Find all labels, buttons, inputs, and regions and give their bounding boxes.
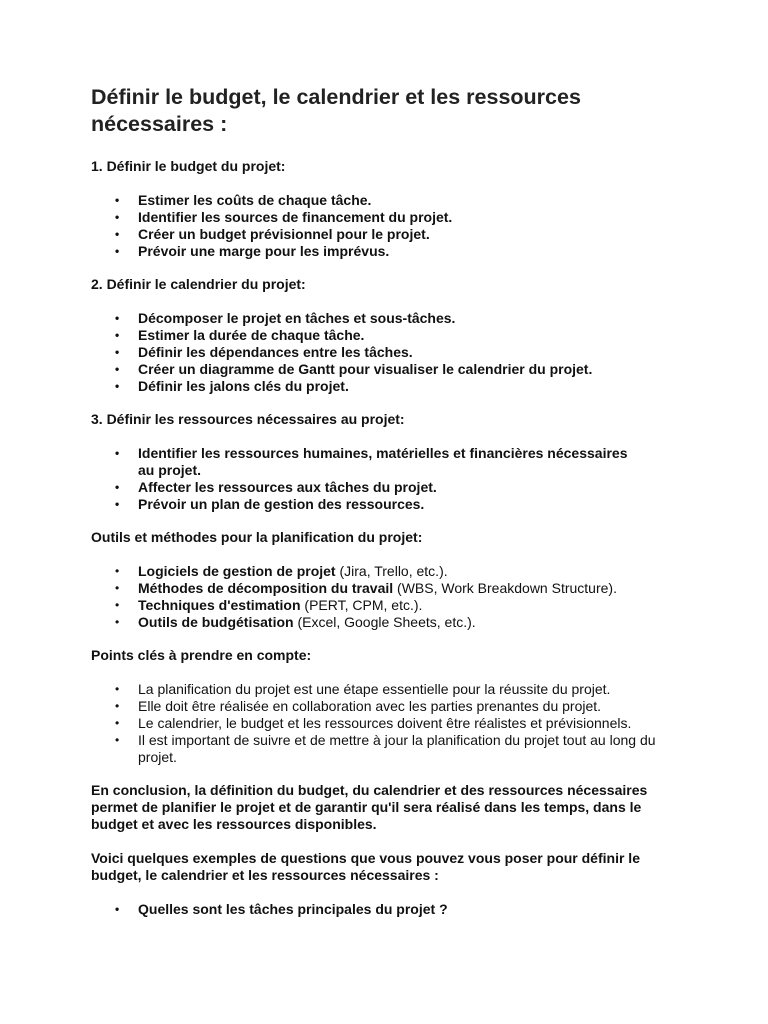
list-item: • La planification du projet est une étape essentielle pour la réussite du projet. — [115, 681, 611, 697]
list-item: • Quelles sont les tâches principales du projet ? — [115, 901, 448, 917]
list-item: • Créer un budget prévisionnel pour le projet. — [115, 226, 430, 242]
section-heading-key-points: Points clés à prendre en compte: — [91, 647, 312, 663]
bullet-icon: • — [115, 210, 120, 224]
bullet-icon: • — [115, 227, 120, 241]
bullet-icon: • — [115, 615, 120, 629]
list-item: • Décomposer le projet en tâches et sous-tâches. — [115, 310, 456, 326]
section-heading-calendar: 2. Définir le calendrier du projet: — [91, 276, 306, 292]
list-item: • Définir les jalons clés du projet. — [115, 378, 349, 394]
bullet-icon: • — [115, 446, 120, 460]
bullet-icon: • — [115, 379, 120, 393]
list-item: • Définir les dépendances entre les tâches. — [115, 344, 413, 360]
list-item: • Identifier les sources de financement du projet. — [115, 209, 453, 225]
bullet-icon: • — [115, 480, 120, 494]
bullet-icon: • — [115, 733, 120, 747]
list-budget — [91, 192, 691, 260]
list-item: • Prévoir un plan de gestion des ressources. — [115, 496, 425, 512]
bullet-icon: • — [115, 345, 120, 359]
bullet-icon: • — [115, 311, 120, 325]
bullet-icon: • — [115, 193, 120, 207]
bullet-icon: • — [115, 564, 120, 578]
bullet-icon: • — [115, 497, 120, 511]
list-item: • Il est important de suivre et de mettre à jour la planification du projet tout au long du projet. — [115, 732, 656, 765]
bullet-icon: • — [115, 328, 120, 342]
questions-intro: Voici quelques exemples de questions que vous pouvez vous poser pour définir le budget, le calendrier et les ressources nécessaires : — [91, 850, 640, 883]
list-item: • Logiciels de gestion de projet (Jira, Trello, etc.). — [115, 563, 448, 579]
section-heading-tools: Outils et méthodes pour la planification du projet: — [91, 529, 423, 545]
list-questions — [91, 901, 691, 918]
list-item: • Techniques d'estimation (PERT, CPM, etc.). — [115, 597, 423, 613]
list-item: • Affecter les ressources aux tâches du projet. — [115, 479, 437, 495]
section-heading-resources: 3. Définir les ressources nécessaires au projet: — [91, 411, 405, 427]
section-heading-budget: 1. Définir le budget du projet: — [91, 158, 286, 174]
list-item: • Outils de budgétisation (Excel, Google Sheets, etc.). — [115, 614, 476, 630]
list-calendar — [91, 310, 691, 395]
document-title: Définir le budget, le calendrier et les ressources nécessaires : — [91, 85, 581, 136]
list-item: • Méthodes de décomposition du travail (WBS, Work Breakdown Structure). — [115, 580, 617, 596]
list-item: • Prévoir une marge pour les imprévus. — [115, 243, 390, 259]
list-key-points — [91, 681, 668, 766]
list-item: • Le calendrier, le budget et les ressources doivent être réalistes et prévisionnels. — [115, 715, 632, 731]
list-item: • Identifier les ressources humaines, matérielles et financières nécessaires au projet. — [115, 445, 628, 478]
list-tools — [91, 563, 691, 631]
list-item: • Estimer la durée de chaque tâche. — [115, 327, 365, 343]
list-item: • Elle doit être réalisée en collaboration avec les parties prenantes du projet. — [115, 698, 602, 714]
bullet-icon: • — [115, 902, 120, 916]
bullet-icon: • — [115, 598, 120, 612]
list-item: • Créer un diagramme de Gantt pour visualiser le calendrier du projet. — [115, 361, 593, 377]
conclusion-paragraph: En conclusion, la définition du budget, du calendrier et des ressources nécessaires permet de planifier le projet et de garantir qu'il sera réalisé dans les temps, dans le budget et avec les ressources disponibles. — [91, 782, 648, 832]
list-item: • Estimer les coûts de chaque tâche. — [115, 192, 372, 208]
document-page — [91, 84, 691, 934]
bullet-icon: • — [115, 362, 120, 376]
bullet-icon: • — [115, 682, 120, 696]
bullet-icon: • — [115, 716, 120, 730]
bullet-icon: • — [115, 244, 120, 258]
bullet-icon: • — [115, 581, 120, 595]
bullet-icon: • — [115, 699, 120, 713]
list-resources — [91, 445, 638, 513]
